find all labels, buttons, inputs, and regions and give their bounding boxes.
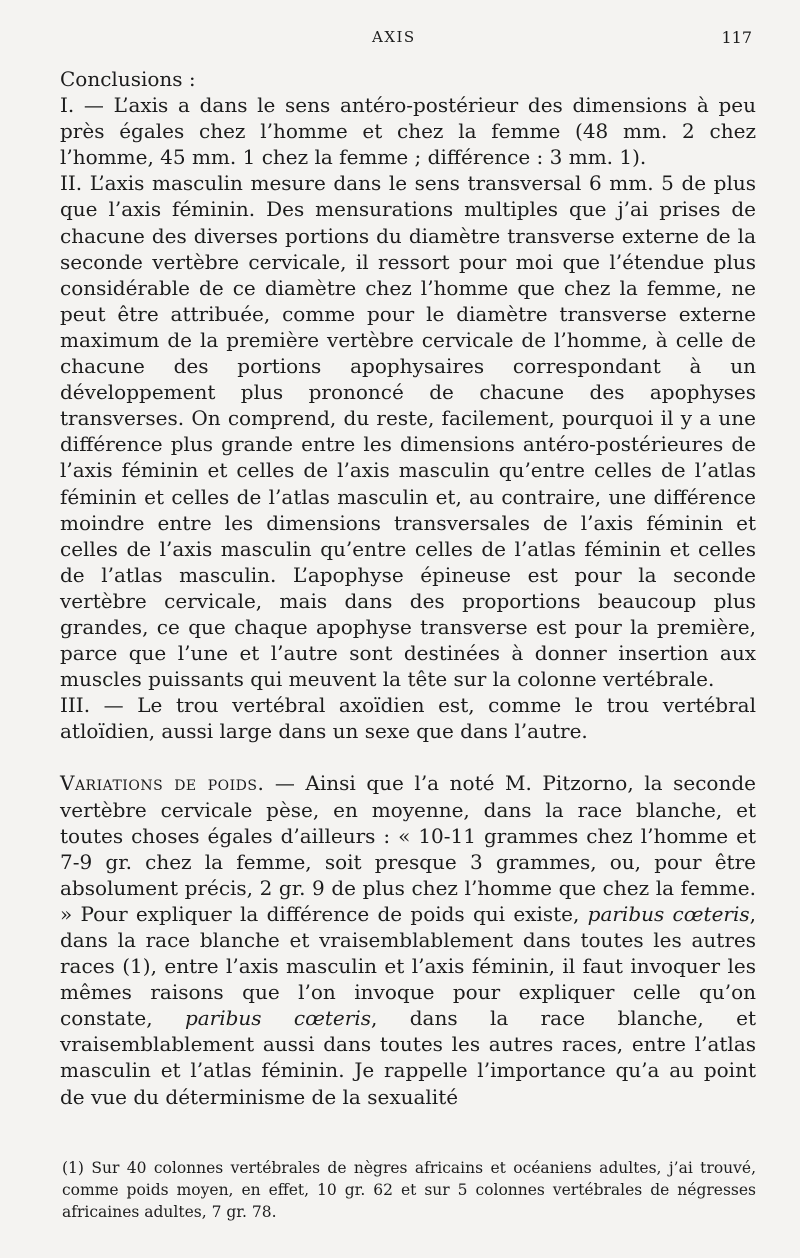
footnote-text: (1) Sur 40 colonnes vertébrales de nègres africains et océaniens adultes, j’ai trouvé, comme poids moyen, en effet, 10 gr. 62 et sur 5 colonnes vertébrales de négresses africaines adultes, 7 gr. 78. [62, 1159, 756, 1221]
conclusion-point-1: I. — L’axis a dans le sens antéro-postérieur des dimensions à peu près égales chez l’homme et chez la femme (48 mm. 2 chez l’homme, 45 mm. 1 chez la femme ; différence : 3 mm. 1). [60, 93, 756, 170]
page-number: 117 [721, 28, 752, 47]
footnote [62, 1157, 756, 1223]
conclusion-point-2: II. L’axis masculin mesure dans le sens transversal 6 mm. 5 de plus que l’axis féminin. Des mensurations multiples que j’ai prises de chacune des diverses portions du diamètre transverse externe de la seconde vertèbre cervicale, il ressort pour moi que l’étendue plus considérable de ce diamètre chez l’homme que chez la femme, ne peut être attribuée, comme pour le diamètre transverse externe maximum de la première vertèbre cervicale de l’homme, à celle de chacune des portions apophysaires correspondant à un développement plus prononcé de chacune des apophyses transverses. On comprend, du reste, facilement, pourquoi il y a une différence plus grande entre les dimensions antéro-postérieures de l’axis féminin et celles de l’axis masculin qu’entre celles de l’atlas féminin et celles de l’atlas masculin et, au contraire, une différence moindre entre les dimensions transversales de l’axis féminin et celles de l’axis masculin qu’entre celles de l’atlas féminin et celles de l’atlas masculin. L’apophyse épineuse est pour la seconde vertèbre cervicale, mais dans des proportions beaucoup plus grandes, ce que chaque apophyse transverse est pour la première, parce que l’une et l’autre sont destinées à donner insertion aux muscles puissants qui meuvent la tête sur la colonne vertébrale. [60, 171, 756, 692]
running-header [0, 28, 800, 52]
weight-text-3: , dans la race blanche, et vraisemblablement aussi dans toutes les autres races, entre l’atlas masculin et l’atlas féminin. Je rappelle l’importance qu’a au point de vue du déterminisme de la sexualité [60, 1006, 756, 1109]
running-title: AXIS [372, 28, 416, 46]
section-gap [60, 744, 756, 770]
conclusions-heading: Conclusions : [60, 67, 196, 91]
weight-text-1: — Ainsi que l’a noté M. Pitzorno, la seconde vertèbre cervicale pèse, en moyenne, dans la race blanche, et toutes choses égales d’ailleurs : « 10-11 grammes chez l’homme et 7-9 gr. chez la femme, soit presque 3 grammes, ou, pour être absolument précis, 2 gr. 9 de plus chez l’homme que chez la femme. » Pour expliquer la différence de poids qui existe, [60, 771, 756, 926]
weight-text-2: , dans la race blanche et vraisemblablement dans toutes les autres races (1), entre l’axis masculin et l’axis féminin, il faut invoquer les mêmes raisons que l’on invoque pour expliquer celle qu’on constate, [60, 901, 756, 1031]
weight-variation-paragraph [60, 770, 756, 1109]
weight-section-heading: Variations de poids. [60, 771, 265, 796]
main-text [60, 66, 756, 1110]
latin-phrase-2: paribus cœteris [184, 1006, 371, 1031]
latin-phrase-1: paribus cœteris [587, 901, 750, 926]
conclusion-point-3: III. — Le trou vertébral axoïdien est, comme le trou vertébral atloïdien, aussi large dans un sexe que dans l’autre. [60, 693, 756, 744]
